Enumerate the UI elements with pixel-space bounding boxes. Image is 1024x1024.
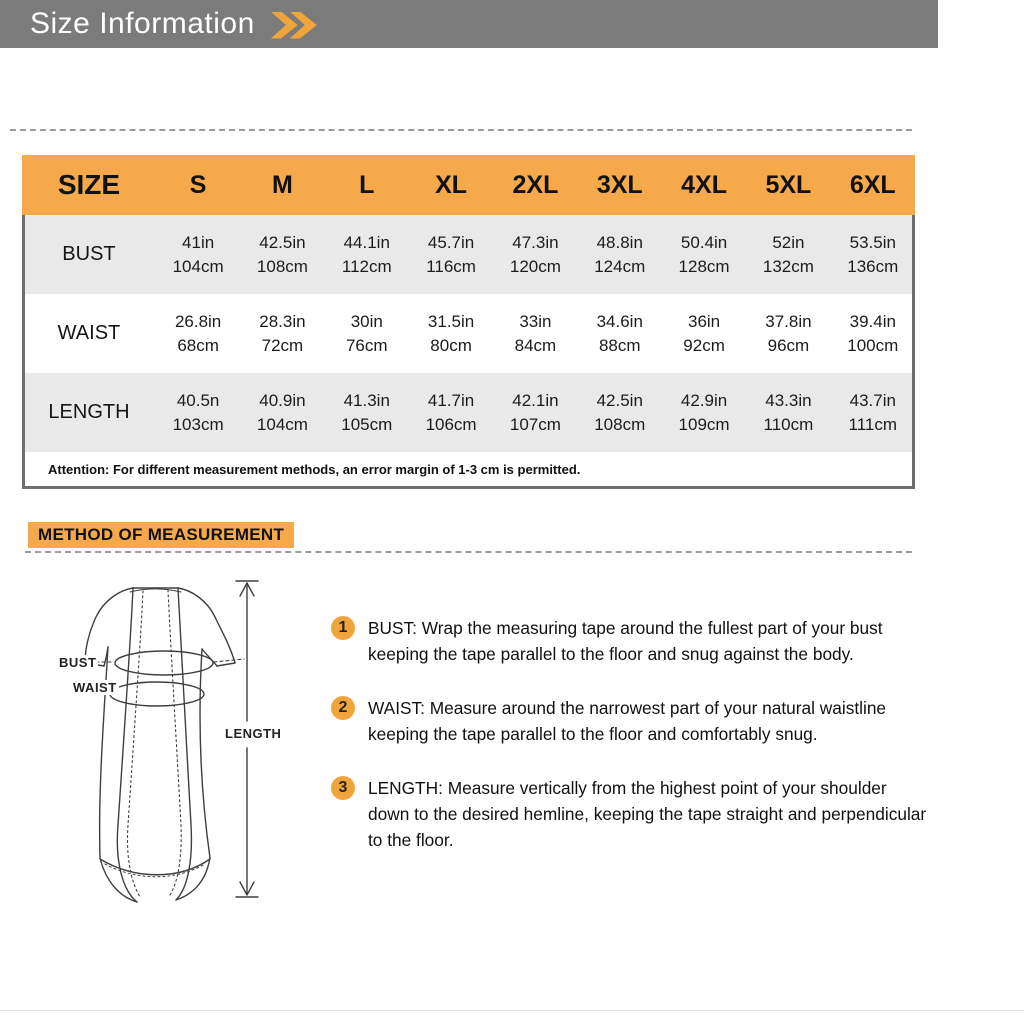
waist-diagram-label: WAIST (73, 680, 117, 695)
measurement-cell (831, 373, 915, 452)
measurement-cell (746, 215, 830, 294)
value-cm: 109cm (678, 414, 730, 434)
row-label: WAIST (22, 294, 156, 373)
bust-diagram-label: BUST (59, 655, 97, 670)
value-cm: 120cm (509, 256, 561, 276)
size-table-row (22, 294, 915, 373)
measurement-cell (746, 373, 830, 452)
measurement-cell (493, 294, 577, 373)
value-inches: 43.7in (849, 390, 896, 410)
bottom-divider (0, 1010, 1024, 1011)
value-cm: 104cm (256, 414, 308, 434)
measurement-cell (156, 215, 240, 294)
measurement-cell (240, 373, 324, 452)
value-inches: 48.8in (596, 232, 643, 252)
value-cm: 105cm (341, 414, 393, 434)
value-cm: 92cm (683, 335, 725, 355)
measurement-cell (156, 373, 240, 452)
measurement-cell (578, 294, 662, 373)
size-column-header: 3XL (578, 155, 662, 215)
step-item-length (331, 775, 931, 853)
value-cm: 88cm (598, 335, 641, 355)
value-inches: 40.9in (259, 390, 306, 410)
row-label: BUST (22, 215, 156, 294)
step-number-badge: 1 (331, 616, 355, 640)
value-inches: 26.8in (174, 311, 222, 331)
value-cm: 106cm (425, 414, 477, 434)
size-column-header: 4XL (662, 155, 746, 215)
value-inches: 31.5in (427, 311, 475, 331)
measurement-cell (240, 294, 324, 373)
value-inches: 42.5in (596, 390, 643, 410)
value-cm: 84cm (514, 335, 557, 355)
attention-row (22, 452, 915, 486)
value-cm: 107cm (509, 414, 561, 434)
size-column-header: 5XL (746, 155, 830, 215)
size-table-corner-header: SIZE (22, 155, 156, 215)
measurement-cell (578, 373, 662, 452)
method-dashed-divider (25, 551, 912, 553)
value-inches: 30in (350, 311, 383, 331)
banner-title: Size Information (30, 7, 255, 40)
value-cm: 80cm (430, 335, 472, 355)
value-inches: 41.7in (427, 390, 475, 410)
measurement-cell (325, 294, 409, 373)
value-cm: 128cm (678, 256, 730, 276)
value-inches: 41.3in (343, 390, 390, 410)
value-inches: 39.4in (849, 311, 896, 331)
value-inches: 42.9in (680, 390, 728, 410)
measurement-cell (493, 373, 577, 452)
value-cm: 76cm (345, 335, 388, 355)
value-inches: 50.4in (680, 232, 728, 252)
value-cm: 111cm (848, 414, 898, 434)
measurement-cell (409, 373, 493, 452)
garment-drawing-svg (40, 575, 280, 910)
size-column-header: S (156, 155, 240, 215)
size-table-row (22, 373, 915, 452)
double-chevron-right-icon (271, 12, 317, 39)
size-column-header: M (240, 155, 324, 215)
value-inches: 41in (182, 232, 215, 252)
measurement-cell (662, 294, 746, 373)
value-inches: 36in (688, 311, 721, 331)
chevron-right-icon (271, 12, 298, 39)
size-column-header: 2XL (493, 155, 577, 215)
value-inches: 45.7in (427, 232, 475, 252)
size-table (22, 155, 915, 486)
value-cm: 108cm (256, 256, 308, 276)
measurement-cell (156, 294, 240, 373)
value-cm: 103cm (172, 414, 224, 434)
value-cm: 96cm (767, 335, 810, 355)
value-inches: 52in (772, 232, 805, 252)
value-cm: 112cm (341, 256, 392, 276)
value-cm: 72cm (261, 335, 304, 355)
size-table-row (22, 215, 915, 294)
size-table-header (22, 155, 915, 215)
step-text: LENGTH: Measure vertically from the highest point of your shoulder down to the desired hemline, keeping the tape straight and perpendicular to the floor. (368, 778, 927, 850)
length-diagram-label: LENGTH (225, 726, 282, 741)
step-text: BUST: Wrap the measuring tape around the fullest part of your bust keeping the tape parallel to the floor and snug against the body. (368, 618, 883, 664)
measurement-cell (325, 215, 409, 294)
measurement-cell (746, 294, 830, 373)
value-cm: 100cm (847, 335, 899, 355)
attention-note: Attention: For different measurement methods, an error margin of 1-3 cm is permitted. (22, 452, 915, 486)
value-cm: 136cm (847, 256, 899, 276)
value-inches: 33in (519, 311, 552, 331)
value-inches: 34.6in (596, 311, 643, 331)
measurement-cell (409, 215, 493, 294)
measurement-cell (578, 215, 662, 294)
step-item-bust (331, 615, 931, 667)
size-column-header: L (325, 155, 409, 215)
measurement-cell (493, 215, 577, 294)
size-column-header: 6XL (831, 155, 915, 215)
value-cm: 116cm (426, 256, 476, 276)
value-inches: 42.1in (512, 390, 559, 410)
measurement-cell (325, 373, 409, 452)
step-text: WAIST: Measure around the narrowest part of your natural waistline keeping the tape parallel to the floor and comfortably snug. (368, 698, 887, 744)
measurement-cell (662, 215, 746, 294)
size-table-body (22, 215, 915, 486)
value-cm: 132cm (762, 256, 814, 276)
size-column-header: XL (409, 155, 493, 215)
value-cm: 68cm (177, 335, 219, 355)
method-of-measurement-label: METHOD OF MEASUREMENT (28, 522, 294, 548)
value-inches: 53.5in (849, 232, 896, 252)
row-label: LENGTH (22, 373, 156, 452)
measurement-cell (831, 294, 915, 373)
measurement-cell (662, 373, 746, 452)
measurement-cell (409, 294, 493, 373)
value-inches: 42.5in (259, 232, 306, 252)
measurement-cell (240, 215, 324, 294)
garment-diagram (40, 575, 280, 910)
measurement-cell (831, 215, 915, 294)
value-inches: 44.1in (343, 232, 390, 252)
value-inches: 37.8in (765, 311, 812, 331)
measurement-steps (331, 615, 931, 881)
step-number-badge: 2 (331, 696, 355, 720)
value-inches: 47.3in (512, 232, 559, 252)
value-cm: 124cm (594, 256, 646, 276)
size-information-banner (0, 0, 938, 48)
value-cm: 104cm (172, 256, 224, 276)
value-inches: 40.5n (176, 390, 220, 410)
step-number-badge: 3 (331, 776, 355, 800)
value-inches: 43.3in (765, 390, 812, 410)
top-dashed-divider (10, 129, 912, 131)
value-cm: 108cm (594, 414, 646, 434)
value-inches: 28.3in (259, 311, 306, 331)
step-item-waist (331, 695, 931, 747)
value-cm: 110cm (763, 414, 814, 434)
